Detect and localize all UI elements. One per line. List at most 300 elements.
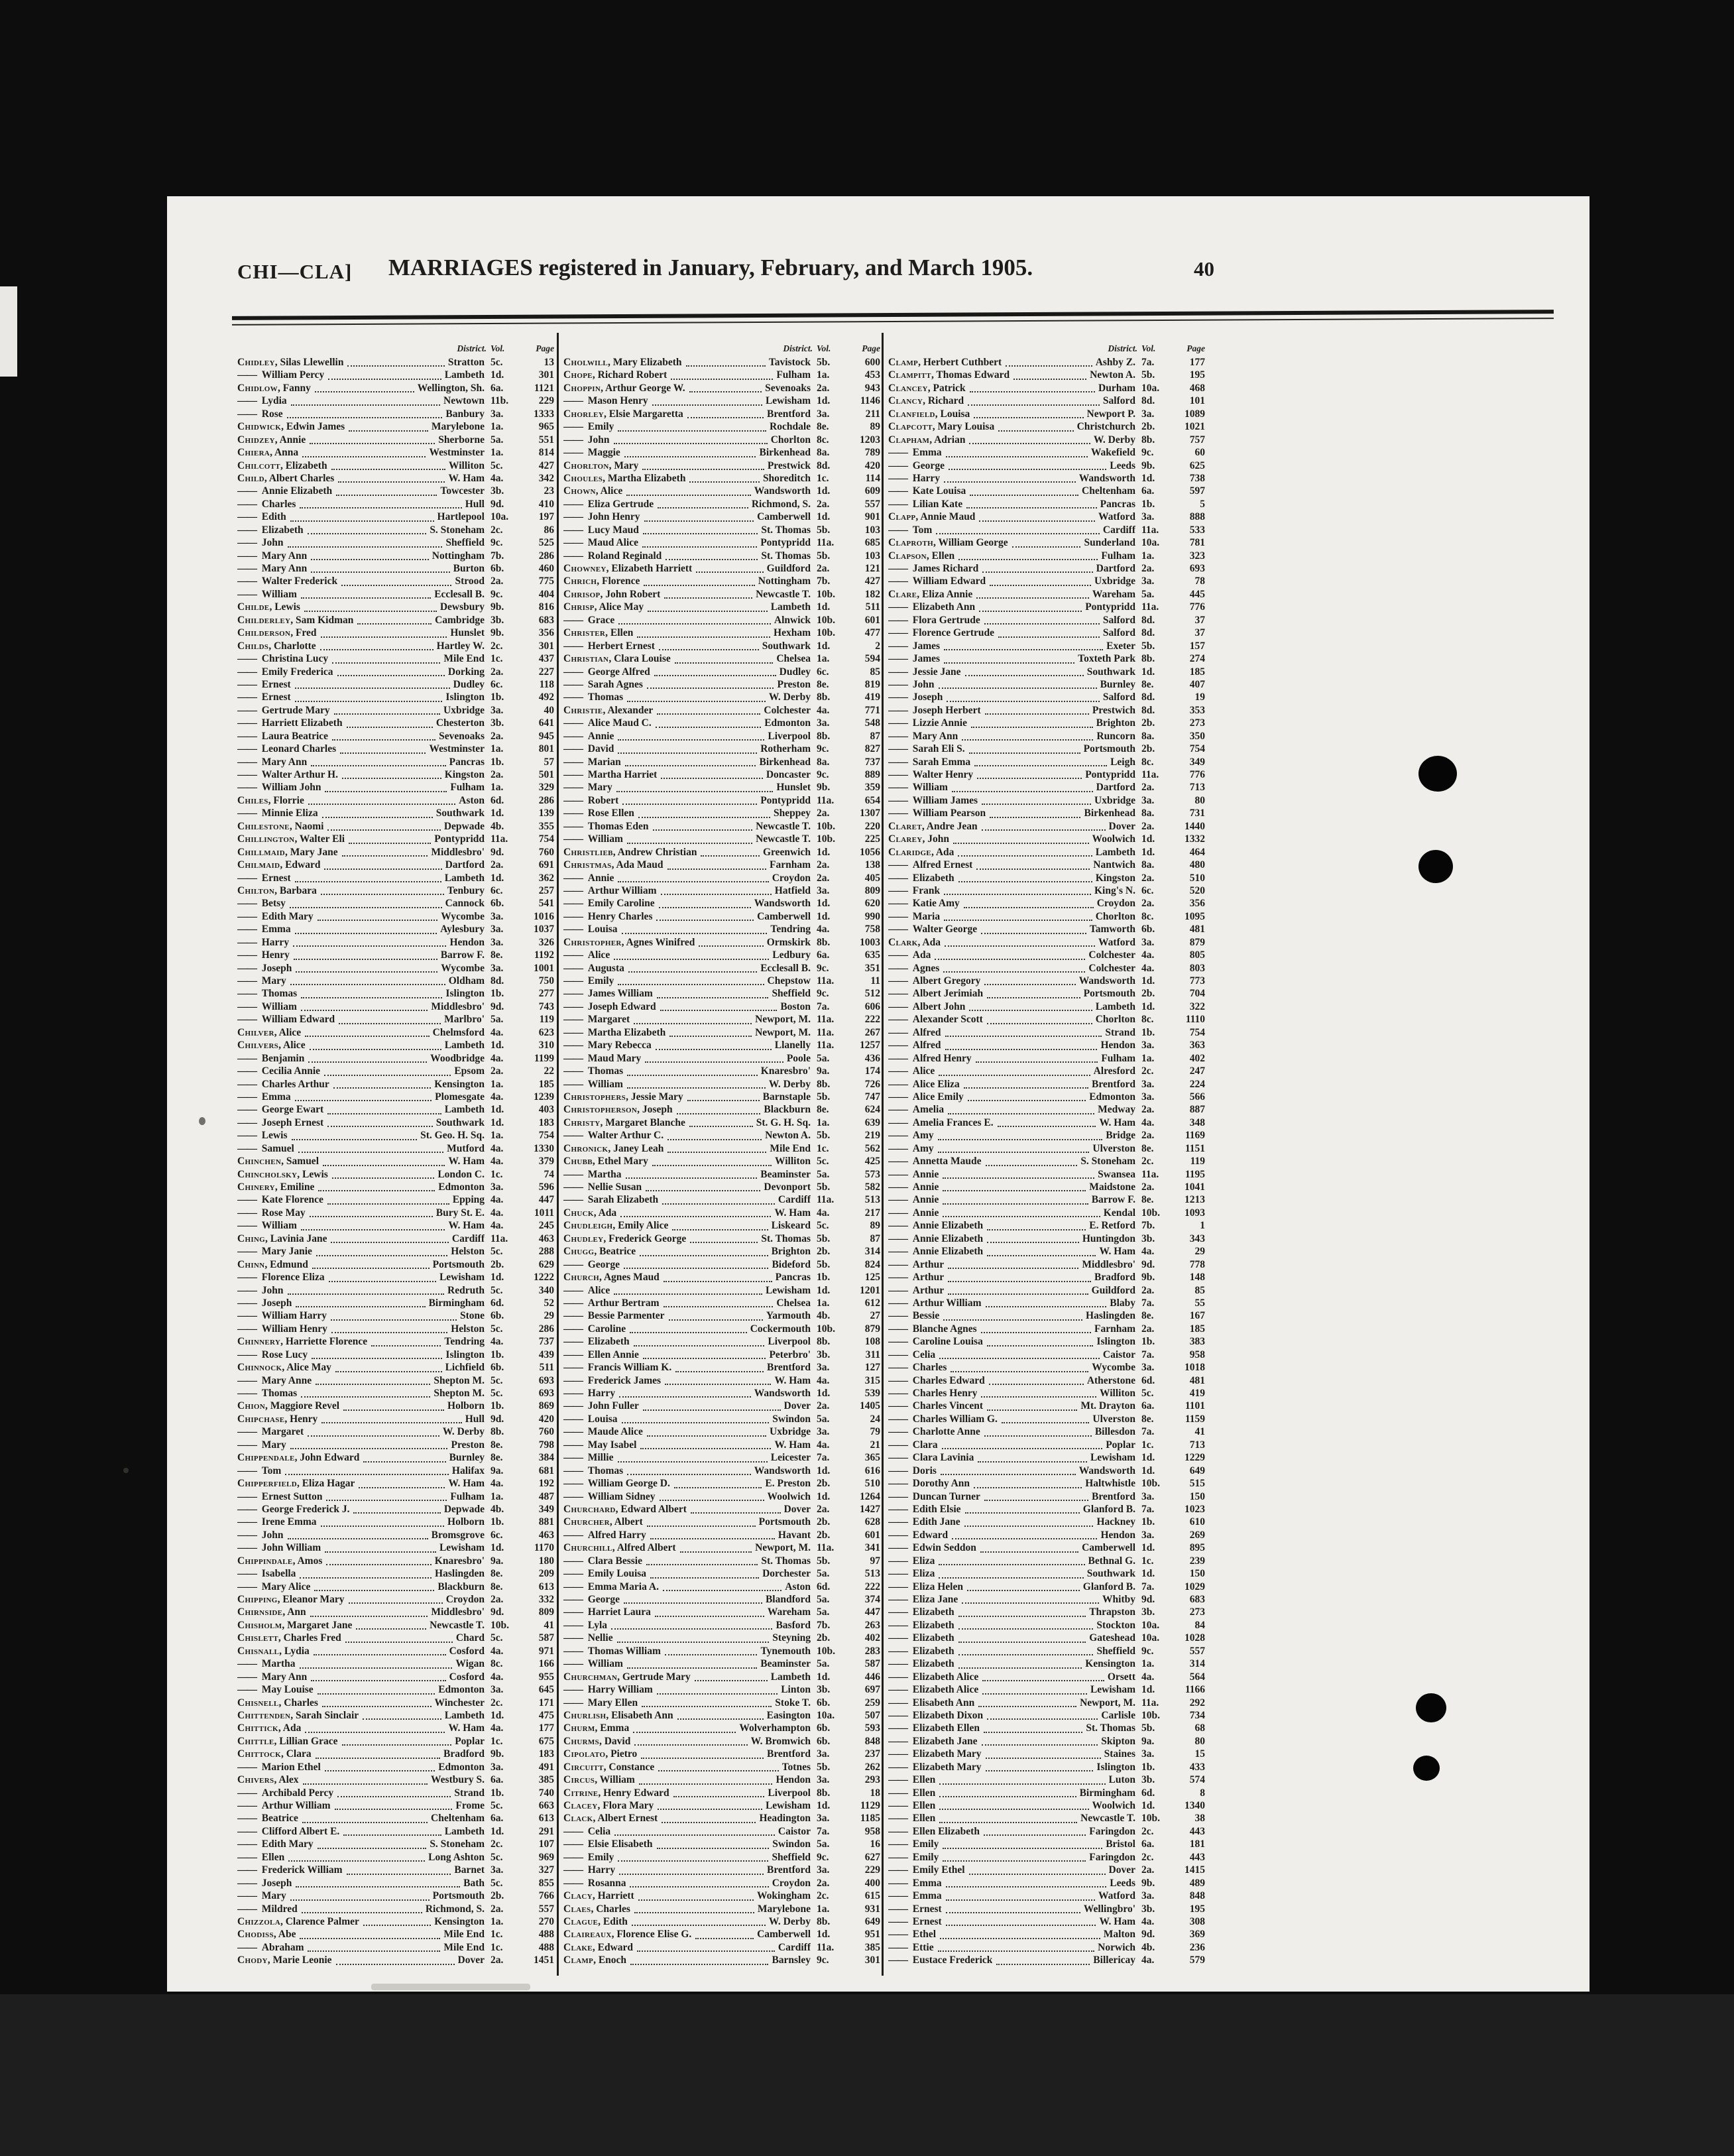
table-row [563, 1104, 880, 1116]
dot-leader [982, 829, 1106, 831]
entry-district: Uxbridge [443, 704, 485, 716]
entry-district: Portsmouth [432, 1258, 485, 1270]
entry-vol: 2a. [1141, 782, 1155, 794]
entry-district: Hexham [774, 627, 811, 639]
entry-vol: 2c. [1141, 1156, 1154, 1168]
entry-vol: 2c. [491, 1838, 503, 1850]
entry-district: Wandsworth [1078, 472, 1135, 484]
entry-name: —— Martha [237, 1658, 296, 1670]
entry-district: Halifax [451, 1465, 485, 1476]
entry-name: —— Elizabeth [888, 1619, 954, 1631]
entry-name: Chuck, Ada [563, 1207, 617, 1219]
entry-page: 475 [538, 1709, 554, 1721]
entry-vol: 10a. [1141, 382, 1160, 394]
entry-page: 548 [864, 717, 880, 729]
entry-district: Christchurch [1076, 421, 1135, 433]
table-row [237, 499, 554, 511]
entry-vol: 2b. [491, 1258, 504, 1270]
table-row [237, 1491, 554, 1504]
entry-name: —— George [563, 1594, 620, 1605]
entry-name: Clapcott, Mary Louisa [888, 421, 995, 433]
entry-vol: 5b. [817, 550, 831, 562]
entry-vol: 3a. [817, 1813, 830, 1825]
entry-name: —— William Henry [237, 1323, 327, 1335]
entry-page: 101 [1189, 395, 1205, 407]
entry-name: Chilcott, Elizabeth [237, 459, 327, 471]
entry-district: Easington [766, 1709, 811, 1721]
entry-name: Chippendale, John Edward [237, 1452, 360, 1464]
table-row [237, 537, 554, 550]
entry-name: —— Maud Mary [563, 1052, 642, 1064]
entry-vol: 9a. [1141, 1735, 1155, 1747]
table-row [888, 1722, 1205, 1735]
table-row [563, 1954, 880, 1967]
entry-district: Pancras [775, 1272, 811, 1284]
dot-leader [311, 1680, 445, 1681]
entry-page: 350 [1189, 730, 1205, 742]
entry-page: 343 [1189, 1232, 1205, 1244]
table-row [888, 1942, 1205, 1954]
entry-district: Brentford [766, 1864, 811, 1876]
entry-vol: 10a. [1141, 537, 1160, 549]
dot-leader [979, 520, 1095, 522]
entry-district: Huntingdon [1082, 1232, 1135, 1244]
dot-leader [984, 1435, 1092, 1437]
dot-leader [331, 1319, 457, 1321]
table-row [237, 1774, 554, 1787]
dot-leader [969, 1874, 1106, 1875]
table-row [888, 1336, 1205, 1348]
entry-page: 481 [1189, 1374, 1205, 1386]
entry-name: —— May Louise [237, 1684, 314, 1696]
entry-page: 512 [864, 988, 880, 1000]
entry-page: 326 [538, 936, 554, 948]
entry-name: Chittock, Clara [237, 1748, 312, 1760]
dot-leader [622, 1422, 770, 1423]
entry-page: 436 [864, 1052, 880, 1064]
table-row [563, 1246, 880, 1258]
table-row [563, 473, 880, 485]
entry-page: 1199 [534, 1052, 554, 1064]
entry-district: Westminster [429, 743, 485, 755]
dot-leader [951, 1371, 1088, 1372]
entry-vol: 3b. [1141, 1606, 1155, 1618]
entry-page: 620 [864, 898, 880, 910]
entry-name: —— Grace [563, 614, 615, 626]
dot-leader [614, 443, 768, 444]
entry-page: 327 [538, 1864, 554, 1876]
entry-name: —— Sarah Emma [888, 756, 971, 768]
entry-page: 209 [538, 1568, 554, 1580]
entry-page: 192 [538, 1478, 554, 1490]
entry-page: 958 [1189, 1348, 1205, 1360]
entry-district: Fulham [450, 782, 485, 794]
dot-leader [298, 1152, 443, 1153]
entry-district: Wandsworth [754, 898, 811, 910]
entry-page: 177 [538, 1722, 554, 1734]
dot-leader [939, 1358, 1100, 1359]
entry-name: —— Amelia [888, 1104, 945, 1116]
dot-leader [647, 1435, 766, 1437]
entry-district: Wellington, Sh. [417, 382, 485, 394]
table-row [563, 1852, 880, 1864]
dot-leader [305, 1732, 445, 1733]
entry-name: Chizzola, Clarence Palmer [237, 1915, 359, 1927]
dot-leader [300, 507, 461, 509]
entry-page: 127 [864, 1362, 880, 1374]
entry-vol: 3a. [1141, 1529, 1155, 1541]
table-row [888, 1362, 1205, 1374]
dot-leader [654, 675, 776, 676]
entry-page: 1169 [1185, 1130, 1205, 1142]
table-row [888, 601, 1205, 614]
entry-vol: 8d. [817, 459, 831, 471]
dot-leader [958, 559, 1098, 560]
entry-name: Clarey, John [888, 833, 949, 845]
column-divider-2 [882, 333, 884, 1976]
entry-page: 635 [864, 949, 880, 961]
entry-district: W. Derby [442, 1426, 485, 1438]
entry-page: 181 [1189, 1838, 1205, 1850]
entry-name: —— Ellen Annie [563, 1348, 639, 1360]
entry-vol: 8b. [1141, 653, 1155, 665]
dot-leader [325, 791, 447, 792]
table-row [237, 1529, 554, 1542]
dot-leader [296, 971, 437, 973]
table-row [563, 795, 880, 808]
entry-page: 675 [538, 1735, 554, 1747]
entry-page: 801 [538, 743, 554, 755]
entry-district: W. Ham [448, 472, 485, 484]
entry-vol: 5c. [491, 1632, 503, 1644]
dot-leader [943, 1190, 1086, 1191]
table-row [237, 911, 554, 924]
table-row [888, 1697, 1205, 1710]
entry-name: —— Elizabeth Alice [888, 1671, 979, 1683]
entry-name: Churcher, Albert [563, 1516, 643, 1528]
entry-name: —— Mary [237, 1439, 286, 1451]
dot-leader [318, 1848, 427, 1849]
entry-district: Staines [1104, 1748, 1135, 1760]
entry-page: 80 [1194, 1735, 1205, 1747]
dot-leader [332, 662, 440, 664]
entry-name: Childerson, Fred [237, 627, 317, 639]
entry-page: 805 [1189, 949, 1205, 961]
entry-district: Wakefield [1090, 447, 1135, 459]
table-row [563, 1336, 880, 1348]
entry-name: —— Mildred [237, 1903, 298, 1915]
entry-page: 217 [864, 1207, 880, 1219]
dot-leader [321, 894, 444, 895]
entry-vol: 2a. [1141, 872, 1155, 884]
table-row [888, 575, 1205, 588]
table-row [237, 615, 554, 627]
entry-district: Frome [455, 1800, 485, 1811]
table-row [888, 898, 1205, 910]
table-row [563, 1568, 880, 1581]
entry-page: 990 [864, 910, 880, 922]
entry-district: Islington [1096, 1336, 1135, 1348]
entry-name: —— Mary Anne [237, 1374, 312, 1386]
entry-district: W. Ham [448, 1722, 485, 1734]
entry-vol: 9c. [817, 988, 829, 1000]
entry-name: —— Marian [563, 756, 621, 768]
entry-name: —— Charles Edward [888, 1374, 985, 1386]
table-row [237, 963, 554, 975]
entry-vol: 9d. [491, 1413, 504, 1425]
entry-name: —— Sarah Eli S. [888, 743, 965, 755]
entry-vol: 2a. [491, 1594, 504, 1605]
dot-leader [943, 971, 1085, 973]
entry-vol: 9c. [817, 1954, 829, 1966]
table-row [888, 589, 1205, 601]
table-row [563, 1762, 880, 1774]
entry-district: Poole [786, 1052, 811, 1064]
entry-page: 931 [864, 1903, 880, 1915]
entry-page: 195 [1189, 1903, 1205, 1915]
dot-leader [687, 1100, 760, 1101]
entry-district: Hunslet [450, 627, 485, 639]
entry-page: 286 [538, 550, 554, 562]
table-row [888, 485, 1205, 498]
dot-leader [669, 1319, 763, 1321]
dot-leader [701, 855, 759, 857]
table-row [888, 963, 1205, 975]
entry-district: Edmonton [1089, 1091, 1135, 1103]
entry-name: —— Blanche Agnes [888, 1323, 977, 1335]
entry-vol: 8b. [1141, 434, 1155, 446]
entry-name: —— Gertrude Mary [237, 704, 330, 716]
table-row [237, 1156, 554, 1168]
dot-leader [287, 417, 443, 418]
dot-leader [938, 1950, 1095, 1952]
entry-district: Thrapston [1089, 1606, 1135, 1618]
entry-vol: 4a. [1141, 1671, 1155, 1683]
entry-name: —— Minnie Eliza [237, 808, 318, 819]
entry-name: —— Martha [563, 1168, 622, 1180]
entry-vol: 8e. [491, 1581, 503, 1592]
entry-name: Chody, Marie Leonie [237, 1954, 332, 1966]
entry-district: Pancras [1100, 498, 1135, 510]
entry-district: Basford [776, 1619, 811, 1631]
entry-vol: 3a. [491, 962, 504, 974]
entry-page: 895 [1189, 1542, 1205, 1554]
entry-name: —— Charles [888, 1362, 947, 1374]
entry-page: 89 [870, 1220, 880, 1232]
entry-vol: 1d. [817, 640, 831, 652]
entry-vol: 3a. [1141, 408, 1155, 420]
entry-district: St. Geo. H. Sq. [420, 1130, 485, 1142]
entry-page: 501 [538, 769, 554, 780]
table-row [563, 717, 880, 730]
entry-vol: 3a. [817, 1864, 830, 1876]
table-row [563, 1079, 880, 1091]
entry-name: —— William Percy [237, 369, 325, 381]
entry-page: 37 [1194, 614, 1205, 626]
entry-district: Ulverston [1092, 1142, 1135, 1154]
entry-name: —— Annie [888, 1181, 939, 1193]
table-row [563, 937, 880, 949]
dot-leader [290, 1448, 448, 1449]
entry-district: Portsmouth [758, 1516, 811, 1528]
entry-page: 1089 [1185, 408, 1205, 420]
entry-vol: 2a. [817, 808, 830, 819]
entry-district: Nottingham [758, 575, 811, 587]
entry-vol: 3b. [1141, 1232, 1155, 1244]
entry-page: 737 [864, 756, 880, 768]
entry-district: Williton [449, 459, 485, 471]
entry-vol: 4a. [491, 1142, 504, 1154]
entry-vol: 4a. [817, 1374, 830, 1386]
table-row [237, 1181, 554, 1194]
entry-name: Chugg, Beatrice [563, 1246, 636, 1258]
entry-page: 1093 [1185, 1207, 1205, 1219]
entry-name: Chorley, Elsie Margaretta [563, 408, 683, 420]
entry-vol: 2b. [817, 1529, 831, 1541]
entry-district: Epping [452, 1194, 485, 1206]
column-header-row [888, 343, 1205, 357]
entry-page: 383 [1189, 1336, 1205, 1348]
entry-page: 1 [1200, 1220, 1205, 1232]
table-row [237, 1130, 554, 1142]
dot-leader [296, 1306, 425, 1307]
dot-leader [939, 688, 1097, 689]
entry-page: 86 [544, 524, 554, 536]
entry-name: —— Ellen [888, 1800, 936, 1811]
table-row [888, 1671, 1205, 1684]
entry-page: 257 [538, 884, 554, 896]
entry-page: 681 [538, 1465, 554, 1476]
entry-name: Chislett, Charles Fred [237, 1632, 341, 1644]
entry-page: 629 [538, 1258, 554, 1270]
dot-leader [657, 1848, 770, 1849]
entry-page: 488 [538, 1929, 554, 1941]
dot-leader [630, 1332, 747, 1333]
entry-page: 118 [539, 678, 554, 690]
entry-page: 18 [870, 1787, 880, 1799]
entry-page: 229 [864, 1864, 880, 1876]
dot-leader [644, 585, 754, 586]
table-row [888, 1555, 1205, 1568]
dot-leader [642, 469, 764, 470]
entry-district: Burton [453, 563, 485, 574]
dot-leader [974, 417, 1083, 418]
entry-vol: 8e. [1141, 678, 1154, 690]
entry-name: —— Florence Eliza [237, 1272, 325, 1284]
entry-district: Southwark [1086, 1568, 1135, 1580]
entry-page: 683 [1189, 1594, 1205, 1605]
entry-vol: 2b. [491, 1890, 504, 1902]
entry-vol: 5b. [817, 1130, 831, 1142]
entry-vol: 1d. [1141, 1465, 1155, 1476]
dot-leader [984, 1732, 1082, 1733]
entry-district: Towcester [440, 485, 485, 497]
entry-page: 789 [864, 447, 880, 459]
entry-district: Westbury S. [431, 1774, 485, 1786]
dot-leader [943, 1319, 1082, 1321]
entry-vol: 1a. [491, 421, 504, 433]
dot-leader [288, 1538, 428, 1539]
table-row [237, 550, 554, 563]
entry-vol: 9b. [1141, 1272, 1155, 1284]
entry-vol: 3a. [491, 924, 504, 935]
entry-district: Camberwell [757, 1929, 811, 1941]
entry-district: Middlesbro' [1082, 1258, 1135, 1270]
dot-leader [974, 765, 1107, 766]
entry-vol: 6c. [1141, 884, 1154, 896]
entry-vol: 9c. [817, 1851, 829, 1863]
entry-district: Newton A. [765, 1130, 811, 1142]
entry-vol: 8b. [817, 1336, 831, 1348]
entry-page: 513 [864, 1568, 880, 1580]
dot-leader [618, 1860, 768, 1862]
entry-name: —— Mary Rebecca [563, 1040, 652, 1051]
entry-name: —— John [237, 537, 284, 549]
entry-district: Chelsea [776, 1297, 811, 1309]
table-row [563, 1929, 880, 1941]
dot-leader [326, 1564, 431, 1565]
entry-page: 359 [864, 782, 880, 794]
entry-district: Leicester [770, 1452, 811, 1464]
dot-leader [661, 894, 772, 895]
dot-leader [627, 1667, 757, 1669]
entry-vol: 8e. [491, 1452, 503, 1464]
table-row [563, 1710, 880, 1722]
entry-name: Clapham, Adrian [888, 434, 966, 446]
table-row [563, 1774, 880, 1787]
entry-page: 1201 [860, 1284, 880, 1296]
table-row [563, 627, 880, 640]
dot-leader [967, 1590, 1080, 1591]
entry-vol: 3a. [491, 1864, 504, 1876]
table-row [563, 1838, 880, 1851]
table-row [888, 1053, 1205, 1065]
entry-vol: 5c. [491, 1800, 503, 1811]
table-row [888, 1658, 1205, 1671]
entry-vol: 2a. [491, 1065, 504, 1077]
dot-leader [686, 365, 766, 367]
entry-district: E. Preston [765, 1478, 811, 1490]
entry-vol: 3a. [1141, 936, 1155, 948]
dot-leader [665, 1654, 758, 1655]
entry-name: —— Albert John [888, 1000, 966, 1012]
entry-page: 60 [1194, 447, 1205, 459]
dot-leader [328, 379, 441, 380]
entry-district: Mile End [770, 1142, 811, 1154]
dot-leader [982, 1744, 1098, 1746]
entry-district: Aylesbury [440, 924, 485, 935]
entry-vol: 4a. [491, 1052, 504, 1064]
dot-leader [634, 1744, 747, 1746]
entry-vol: 1d. [491, 1709, 504, 1721]
entry-name: —— Arthur [888, 1272, 945, 1284]
entry-vol: 7a. [1141, 1348, 1155, 1360]
dot-leader [946, 1899, 1095, 1901]
entry-page: 121 [864, 563, 880, 574]
entry-page: 288 [538, 1246, 554, 1258]
entry-district: Brentford [1091, 1078, 1135, 1090]
entry-vol: 5c. [1141, 1388, 1154, 1399]
entry-name: Chidlow, Fanny [237, 382, 311, 394]
entry-vol: 1c. [817, 1142, 829, 1154]
entry-name: —— Ellen [888, 1787, 936, 1799]
dot-leader [301, 597, 431, 599]
dot-leader [986, 1758, 1101, 1759]
entry-vol: 8d. [491, 975, 504, 987]
entry-district: Wokingham [757, 1890, 811, 1902]
entry-vol: 1c. [817, 472, 829, 484]
dot-leader [1013, 379, 1086, 380]
